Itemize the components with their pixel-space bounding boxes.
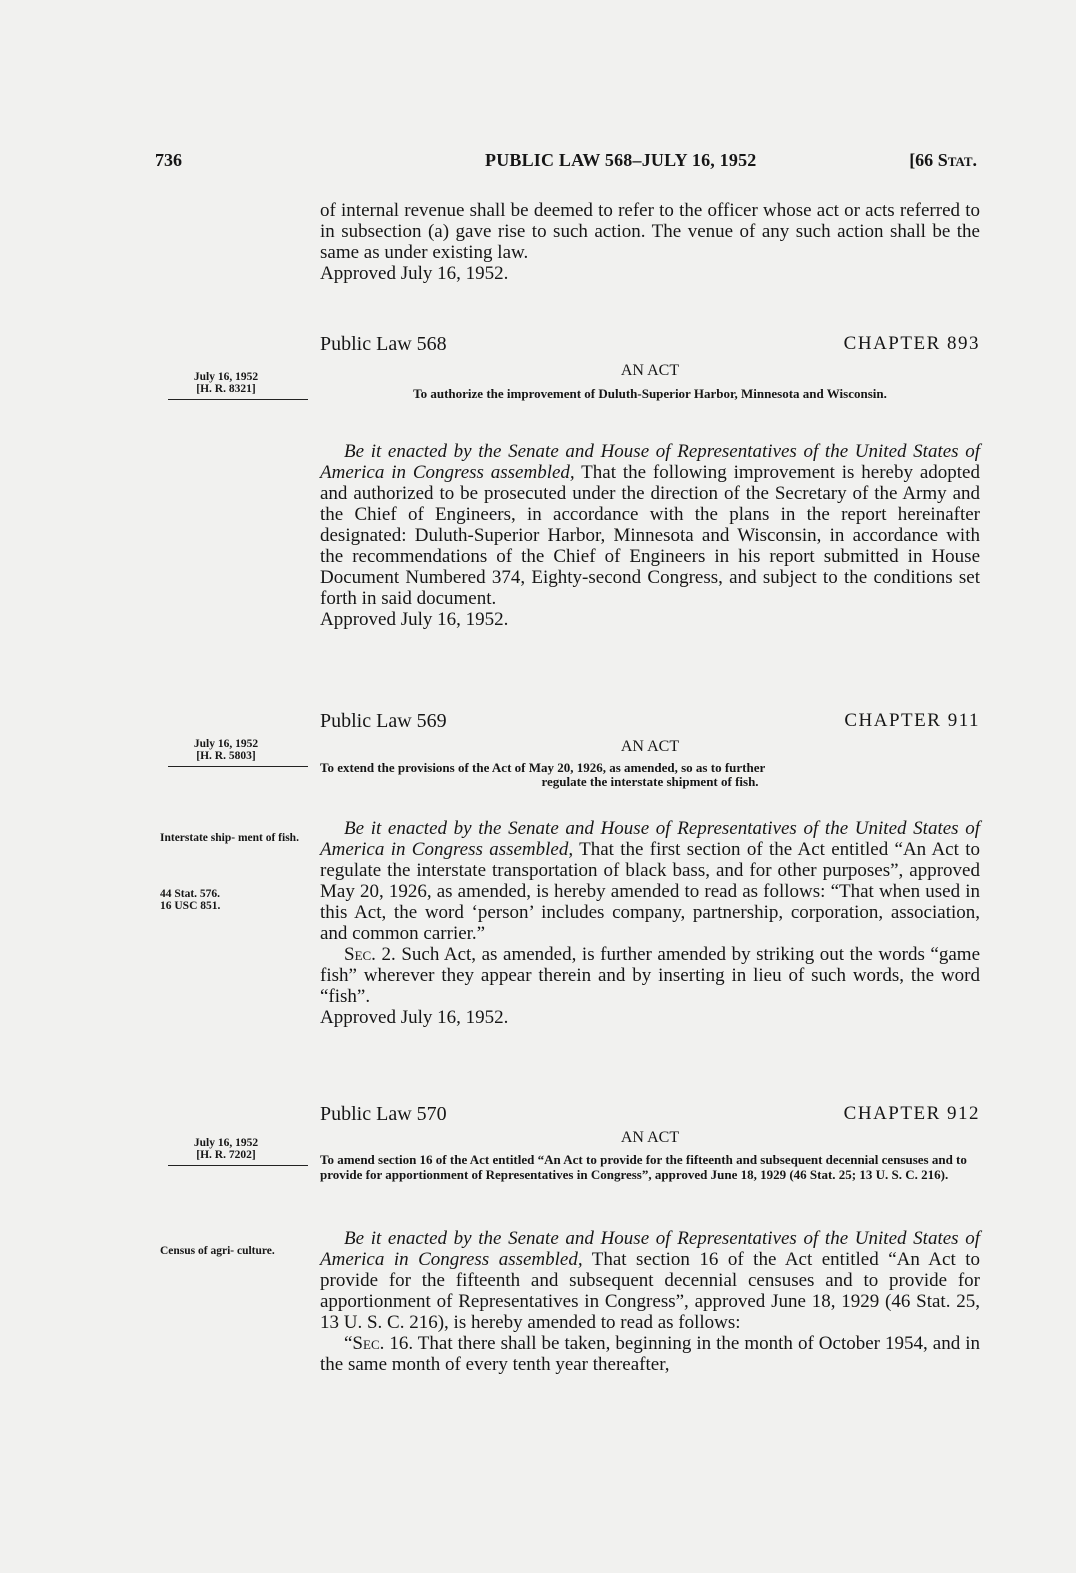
law-570-body <box>320 1228 980 1375</box>
chapter-number: CHAPTER 911 <box>844 710 980 731</box>
margin-note-subject: Census of agri- culture. <box>160 1245 275 1257</box>
act-purpose <box>320 1152 980 1182</box>
law-568-header <box>320 333 980 359</box>
margin-rule <box>168 1165 308 1166</box>
section-label: Sec. 2. <box>344 944 396 965</box>
law-569-header <box>320 710 980 736</box>
public-law-number: Public Law 568 <box>320 333 447 355</box>
margin-rule <box>168 766 308 767</box>
enacting-clause: Be it enacted by the Senate and House of Representatives of the United States of America in Congress assembled, <box>320 441 980 483</box>
enacting-clause: Be it enacted by the Senate and House of Representatives of the United States of America in Congress assembled, <box>320 818 980 860</box>
chapter-number: CHAPTER 893 <box>843 333 980 354</box>
continuation-text: of internal revenue shall be deemed to refer to the officer whose act or acts referred to in subsection (a) gave rise to such action. The venue of any such action shall be the same as under existing law. <box>320 200 980 263</box>
volume-reference: [66 Stat. <box>909 150 977 170</box>
margin-date: July 16, 1952 <box>193 371 259 383</box>
law-569-body <box>320 818 980 1028</box>
margin-note-subject: Interstate ship- ment of fish. <box>160 832 299 844</box>
approved-line: Approved July 16, 1952. <box>320 1007 509 1028</box>
section-text: That there shall be taken, beginning in the month of October 1954, and in the same month of every tenth year thereafter, <box>320 1333 980 1375</box>
enacting-paragraph <box>320 441 980 609</box>
public-law-number: Public Law 570 <box>320 1103 447 1125</box>
body-text: That section 16 of the Act entitled “An Act to provide for the fifteenth and subsequent decennial censuses and to provide for apportionment of Representatives in Congress”, approved June 18, 1929 (46 Stat. 25, 13 U. S. C. 216), is hereby amended to read as follows: <box>320 1249 981 1333</box>
enacting-paragraph <box>320 1228 980 1333</box>
section-text: Such Act, as amended, is further amended by striking out the words “game fish” wherever they appear therein and by inserting in lieu of such words, the word “fish”. <box>320 944 980 1007</box>
an-act-heading: AN ACT <box>620 738 680 755</box>
continuation-paragraph <box>320 200 980 284</box>
continuation-approved: Approved July 16, 1952. <box>320 263 509 284</box>
enacting-paragraph <box>320 818 980 944</box>
act-purpose-text: To amend section 16 of the Act entitled “An Act to provide for the fifteenth and subsequent decennial censuses and to provide for apportionment of Representatives in Congress”, approved June 18, 1929 (46 Stat. 25; 13 U. S. C. 216). <box>320 1152 967 1182</box>
approved-line: Approved July 16, 1952. <box>320 609 509 630</box>
body-text: That the following improvement is hereby adopted and authorized to be prosecuted under the direction of the Secretary of the Army and the Chief of Engineers, in accordance with the plans in the report hereinafter designated: Duluth-Superior Harbor, Minnesota and Wisconsin, in accordance with the recommendations of the Chief of Engineers in his report submitted in House Document Numbered 374, Eighty-second Congress, and subject to the conditions set forth in said document. <box>320 462 980 609</box>
margin-note-citation-2: 16 USC 851. <box>160 900 221 912</box>
margin-note-citation-1: 44 Stat. 576. <box>160 888 221 900</box>
margin-bill-number: [H. R. 7202] <box>196 1149 256 1161</box>
enacting-clause: Be it enacted by the Senate and House of Representatives of the United States of America in Congress assembled, <box>320 1228 980 1270</box>
margin-bill-number: [H. R. 5803] <box>196 750 256 762</box>
body-text: That the first section of the Act entitled “An Act to regulate the interstate transportation of black bass, and for other purposes”, approved May 20, 1926, as amended, is hereby amended to read as follows: “That when used in this Act, the word ‘person’ includes company, partnership, corporation, association, and common carrier.” <box>320 839 980 944</box>
running-head-title: PUBLIC LAW 568–JULY 16, 1952 <box>485 150 757 170</box>
margin-rule <box>168 399 308 400</box>
act-purpose-line-2: regulate the interstate shipment of fish. <box>541 774 759 789</box>
section-label: “Sec. 16. <box>344 1333 414 1354</box>
margin-bill-number: [H. R. 8321] <box>196 383 256 395</box>
section-2-paragraph <box>320 944 980 1007</box>
an-act-heading: AN ACT <box>620 1129 680 1146</box>
section-16-paragraph <box>320 1333 980 1375</box>
law-568-body <box>320 441 980 630</box>
act-purpose-line-1: To extend the provisions of the Act of May 20, 1926, as amended, so as to further <box>320 760 766 775</box>
page-number: 736 <box>155 150 182 170</box>
chapter-number: CHAPTER 912 <box>843 1103 980 1124</box>
margin-date: July 16, 1952 <box>193 1137 259 1149</box>
law-570-header <box>320 1103 980 1129</box>
an-act-heading: AN ACT <box>620 362 680 379</box>
public-law-number: Public Law 569 <box>320 710 447 732</box>
running-head <box>155 150 985 180</box>
margin-date: July 16, 1952 <box>193 738 259 750</box>
act-purpose: To authorize the improvement of Duluth-Superior Harbor, Minnesota and Wisconsin. <box>413 386 887 401</box>
